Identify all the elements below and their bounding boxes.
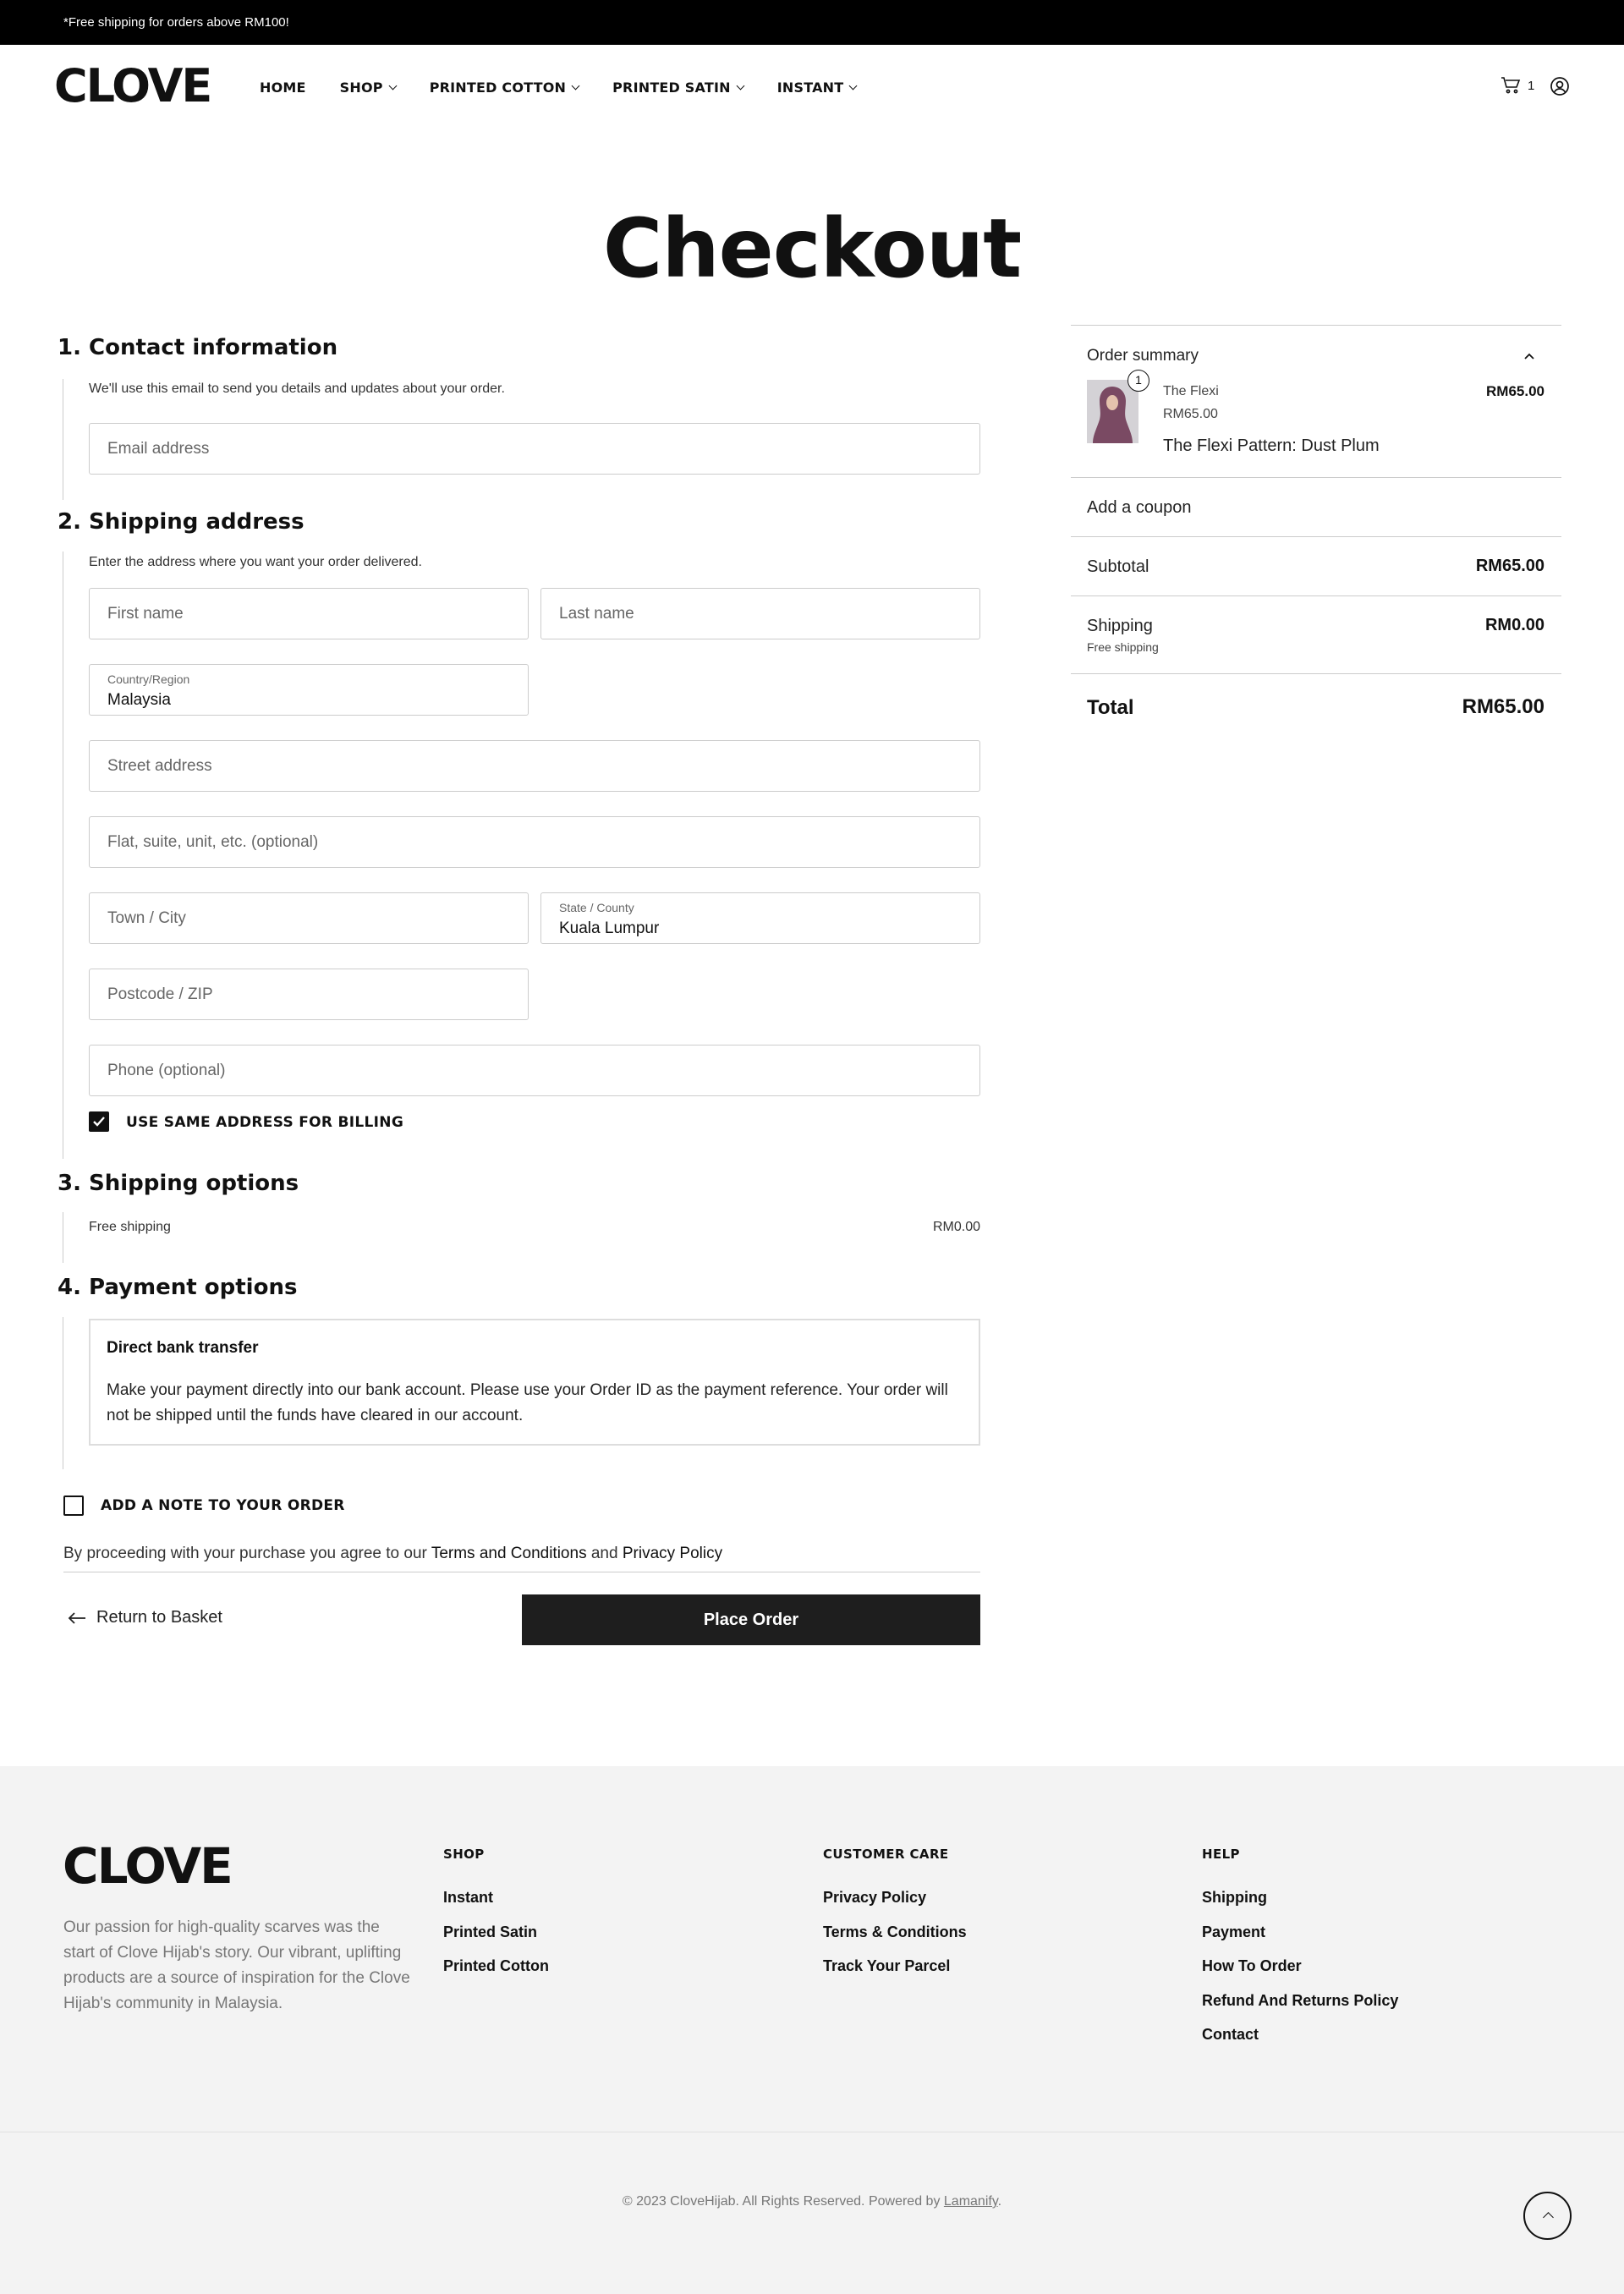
nav-item-label: PRINTED SATIN bbox=[612, 80, 731, 96]
arrow-left-icon bbox=[68, 1611, 86, 1625]
item-quantity-badge: 1 bbox=[1127, 370, 1149, 392]
chevron-down-icon bbox=[572, 82, 580, 91]
user-account-icon[interactable] bbox=[1550, 76, 1570, 96]
step-number: 2. bbox=[58, 509, 81, 535]
flat-field[interactable] bbox=[89, 816, 980, 868]
footer-customer-care-title: CUSTOMER CARE bbox=[823, 1847, 949, 1862]
shipping-address-hint: Enter the address where you want your order delivered. bbox=[89, 555, 422, 569]
item-line-total: RM65.00 bbox=[1486, 383, 1544, 399]
shipping-option-label: Free shipping bbox=[89, 1220, 171, 1234]
summary-divider bbox=[1071, 536, 1561, 537]
order-note-checkbox[interactable] bbox=[63, 1495, 84, 1516]
flat-placeholder: Flat, suite, unit, etc. (optional) bbox=[107, 833, 319, 851]
payment-method-description: Make your payment directly into our bank account. Please use your Order ID as the payment reference. Your order will not be shipped until the funds have cleared in our account. bbox=[107, 1381, 948, 1424]
add-coupon-link[interactable]: Add a coupon bbox=[1087, 498, 1192, 517]
step-title-text: Shipping address bbox=[89, 509, 304, 535]
footer-logo[interactable]: CLOVE bbox=[63, 1837, 232, 1895]
terms-and: and bbox=[590, 1545, 618, 1562]
item-unit-price: RM65.00 bbox=[1163, 407, 1218, 421]
page-title: Checkout bbox=[602, 201, 1022, 296]
first-name-placeholder: First name bbox=[107, 605, 184, 623]
return-to-basket-link[interactable] bbox=[68, 1608, 222, 1627]
footer-link-how-to-order[interactable]: How To Order bbox=[1202, 1957, 1302, 1974]
footer-link-instant[interactable]: Instant bbox=[443, 1889, 494, 1906]
footer-link-shipping[interactable]: Shipping bbox=[1202, 1889, 1267, 1906]
contact-hint: We'll use this email to send you details and updates about your order. bbox=[89, 381, 505, 396]
nav-item-label: HOME bbox=[260, 80, 306, 96]
chevron-down-icon bbox=[736, 82, 744, 91]
footer-link-refund-returns[interactable]: Refund And Returns Policy bbox=[1202, 1992, 1399, 2009]
postcode-placeholder: Postcode / ZIP bbox=[107, 985, 213, 1003]
nav-item-instant[interactable] bbox=[777, 80, 857, 96]
subtotal-label: Subtotal bbox=[1087, 557, 1149, 576]
privacy-link[interactable]: Privacy Policy bbox=[622, 1545, 723, 1562]
item-variation: The Flexi Pattern: Dust Plum bbox=[1163, 436, 1380, 455]
email-placeholder: Email address bbox=[107, 440, 210, 458]
terms-notice bbox=[63, 1545, 980, 1572]
payment-method-bank-transfer[interactable] bbox=[89, 1319, 980, 1446]
cart-count: 1 bbox=[1528, 78, 1535, 93]
total-value: RM65.00 bbox=[1462, 695, 1544, 718]
step-number: 4. bbox=[58, 1275, 81, 1300]
country-value: Malaysia bbox=[107, 691, 171, 709]
nav-item-printed-satin[interactable] bbox=[612, 80, 743, 96]
step-shipping-options-title bbox=[58, 1171, 299, 1196]
last-name-field[interactable] bbox=[540, 588, 980, 639]
product-image bbox=[1087, 380, 1138, 443]
step-title-text: Payment options bbox=[89, 1275, 298, 1300]
nav-item-home[interactable] bbox=[260, 80, 306, 96]
payment-method-title: Direct bank transfer bbox=[107, 1339, 259, 1357]
checkmark-icon bbox=[91, 1113, 107, 1130]
email-field[interactable] bbox=[89, 423, 980, 475]
country-label: Country/Region bbox=[107, 672, 190, 686]
nav-item-printed-cotton[interactable] bbox=[430, 80, 579, 96]
item-name: The Flexi bbox=[1163, 384, 1219, 398]
nav-item-label: PRINTED COTTON bbox=[429, 80, 567, 96]
product-thumbnail bbox=[1087, 380, 1138, 443]
footer-shop-title: SHOP bbox=[443, 1847, 485, 1862]
shipping-value: RM0.00 bbox=[1484, 616, 1544, 634]
step-shipping-address-title bbox=[58, 509, 304, 535]
total-label: Total bbox=[1087, 696, 1134, 719]
nav-item-label: INSTANT bbox=[776, 80, 844, 96]
same-billing-label[interactable]: USE SAME ADDRESS FOR BILLING bbox=[126, 1114, 404, 1131]
footer-link-contact[interactable]: Contact bbox=[1202, 2026, 1259, 2043]
footer-about: Our passion for high-quality scarves was the start of Clove Hijab's story. Our vibrant, uplifting products are a source of inspiration for the Clove Hijab's community in Malaysia. bbox=[63, 1918, 410, 2012]
chevron-up-icon[interactable] bbox=[1523, 352, 1535, 360]
footer-help-title: HELP bbox=[1202, 1847, 1240, 1862]
copyright-text: © 2023 CloveHijab. All Rights Reserved. Powered by bbox=[622, 2194, 941, 2209]
terms-link[interactable]: Terms and Conditions bbox=[431, 1545, 587, 1562]
step-contact-title bbox=[58, 335, 337, 360]
cart-icon bbox=[1501, 76, 1521, 95]
footer-link-track-parcel[interactable]: Track Your Parcel bbox=[823, 1957, 951, 1974]
shipping-option-price: RM0.00 bbox=[932, 1220, 980, 1234]
shipping-sublabel: Free shipping bbox=[1087, 640, 1159, 654]
cart-button[interactable] bbox=[1501, 76, 1534, 95]
footer-link-terms[interactable]: Terms & Conditions bbox=[823, 1924, 967, 1940]
street-address-field[interactable] bbox=[89, 740, 980, 792]
step-payment-options-title bbox=[58, 1275, 297, 1300]
first-name-field[interactable] bbox=[89, 588, 529, 639]
summary-divider bbox=[1071, 595, 1561, 596]
footer-link-printed-satin[interactable]: Printed Satin bbox=[443, 1924, 538, 1940]
state-label: State / County bbox=[559, 901, 634, 914]
street-placeholder: Street address bbox=[107, 757, 212, 775]
place-order-button[interactable]: Place Order bbox=[522, 1594, 980, 1645]
same-billing-checkbox[interactable] bbox=[89, 1111, 109, 1132]
copyright-suffix: . bbox=[997, 2194, 1002, 2209]
summary-divider bbox=[1071, 673, 1561, 674]
phone-placeholder: Phone (optional) bbox=[107, 1062, 226, 1079]
step-title-text: Contact information bbox=[89, 335, 338, 360]
order-note-label[interactable]: ADD A NOTE TO YOUR ORDER bbox=[101, 1497, 345, 1514]
state-value: Kuala Lumpur bbox=[559, 919, 660, 937]
town-placeholder: Town / City bbox=[107, 909, 186, 927]
copyright bbox=[0, 2194, 1624, 2209]
footer-link-privacy-policy[interactable]: Privacy Policy bbox=[823, 1889, 927, 1906]
nav-item-shop[interactable] bbox=[340, 80, 396, 96]
announcement-bar bbox=[0, 0, 1624, 45]
lamanify-link[interactable]: Lamanify bbox=[943, 2194, 998, 2209]
back-to-top-button[interactable] bbox=[1523, 2192, 1572, 2240]
subtotal-value: RM65.00 bbox=[1475, 557, 1544, 575]
chevron-down-icon bbox=[388, 82, 397, 91]
order-summary-title: Order summary bbox=[1087, 347, 1199, 365]
announcement-text: *Free shipping for orders above RM100! bbox=[63, 15, 289, 30]
country-select[interactable] bbox=[89, 664, 529, 716]
step-number: 3. bbox=[58, 1171, 81, 1196]
main-nav bbox=[260, 80, 856, 96]
footer-link-printed-cotton[interactable]: Printed Cotton bbox=[443, 1957, 549, 1974]
summary-divider bbox=[1071, 477, 1561, 478]
step-title-text: Shipping options bbox=[89, 1171, 299, 1196]
nav-item-label: SHOP bbox=[339, 80, 383, 96]
site-logo[interactable]: CLOVE bbox=[54, 59, 211, 113]
footer-link-payment[interactable]: Payment bbox=[1202, 1924, 1266, 1940]
state-select[interactable] bbox=[540, 892, 980, 944]
postcode-field[interactable] bbox=[89, 969, 529, 1020]
town-city-field[interactable] bbox=[89, 892, 529, 944]
chevron-down-icon bbox=[849, 82, 858, 91]
phone-field[interactable] bbox=[89, 1045, 980, 1096]
return-label: Return to Basket bbox=[96, 1608, 222, 1627]
footer bbox=[0, 1766, 1624, 2294]
last-name-placeholder: Last name bbox=[559, 605, 634, 623]
summary-divider bbox=[1071, 325, 1561, 326]
terms-prefix: By proceeding with your purchase you agree to our bbox=[63, 1545, 427, 1562]
shipping-label: Shipping bbox=[1087, 617, 1153, 635]
step-number: 1. bbox=[58, 335, 81, 360]
